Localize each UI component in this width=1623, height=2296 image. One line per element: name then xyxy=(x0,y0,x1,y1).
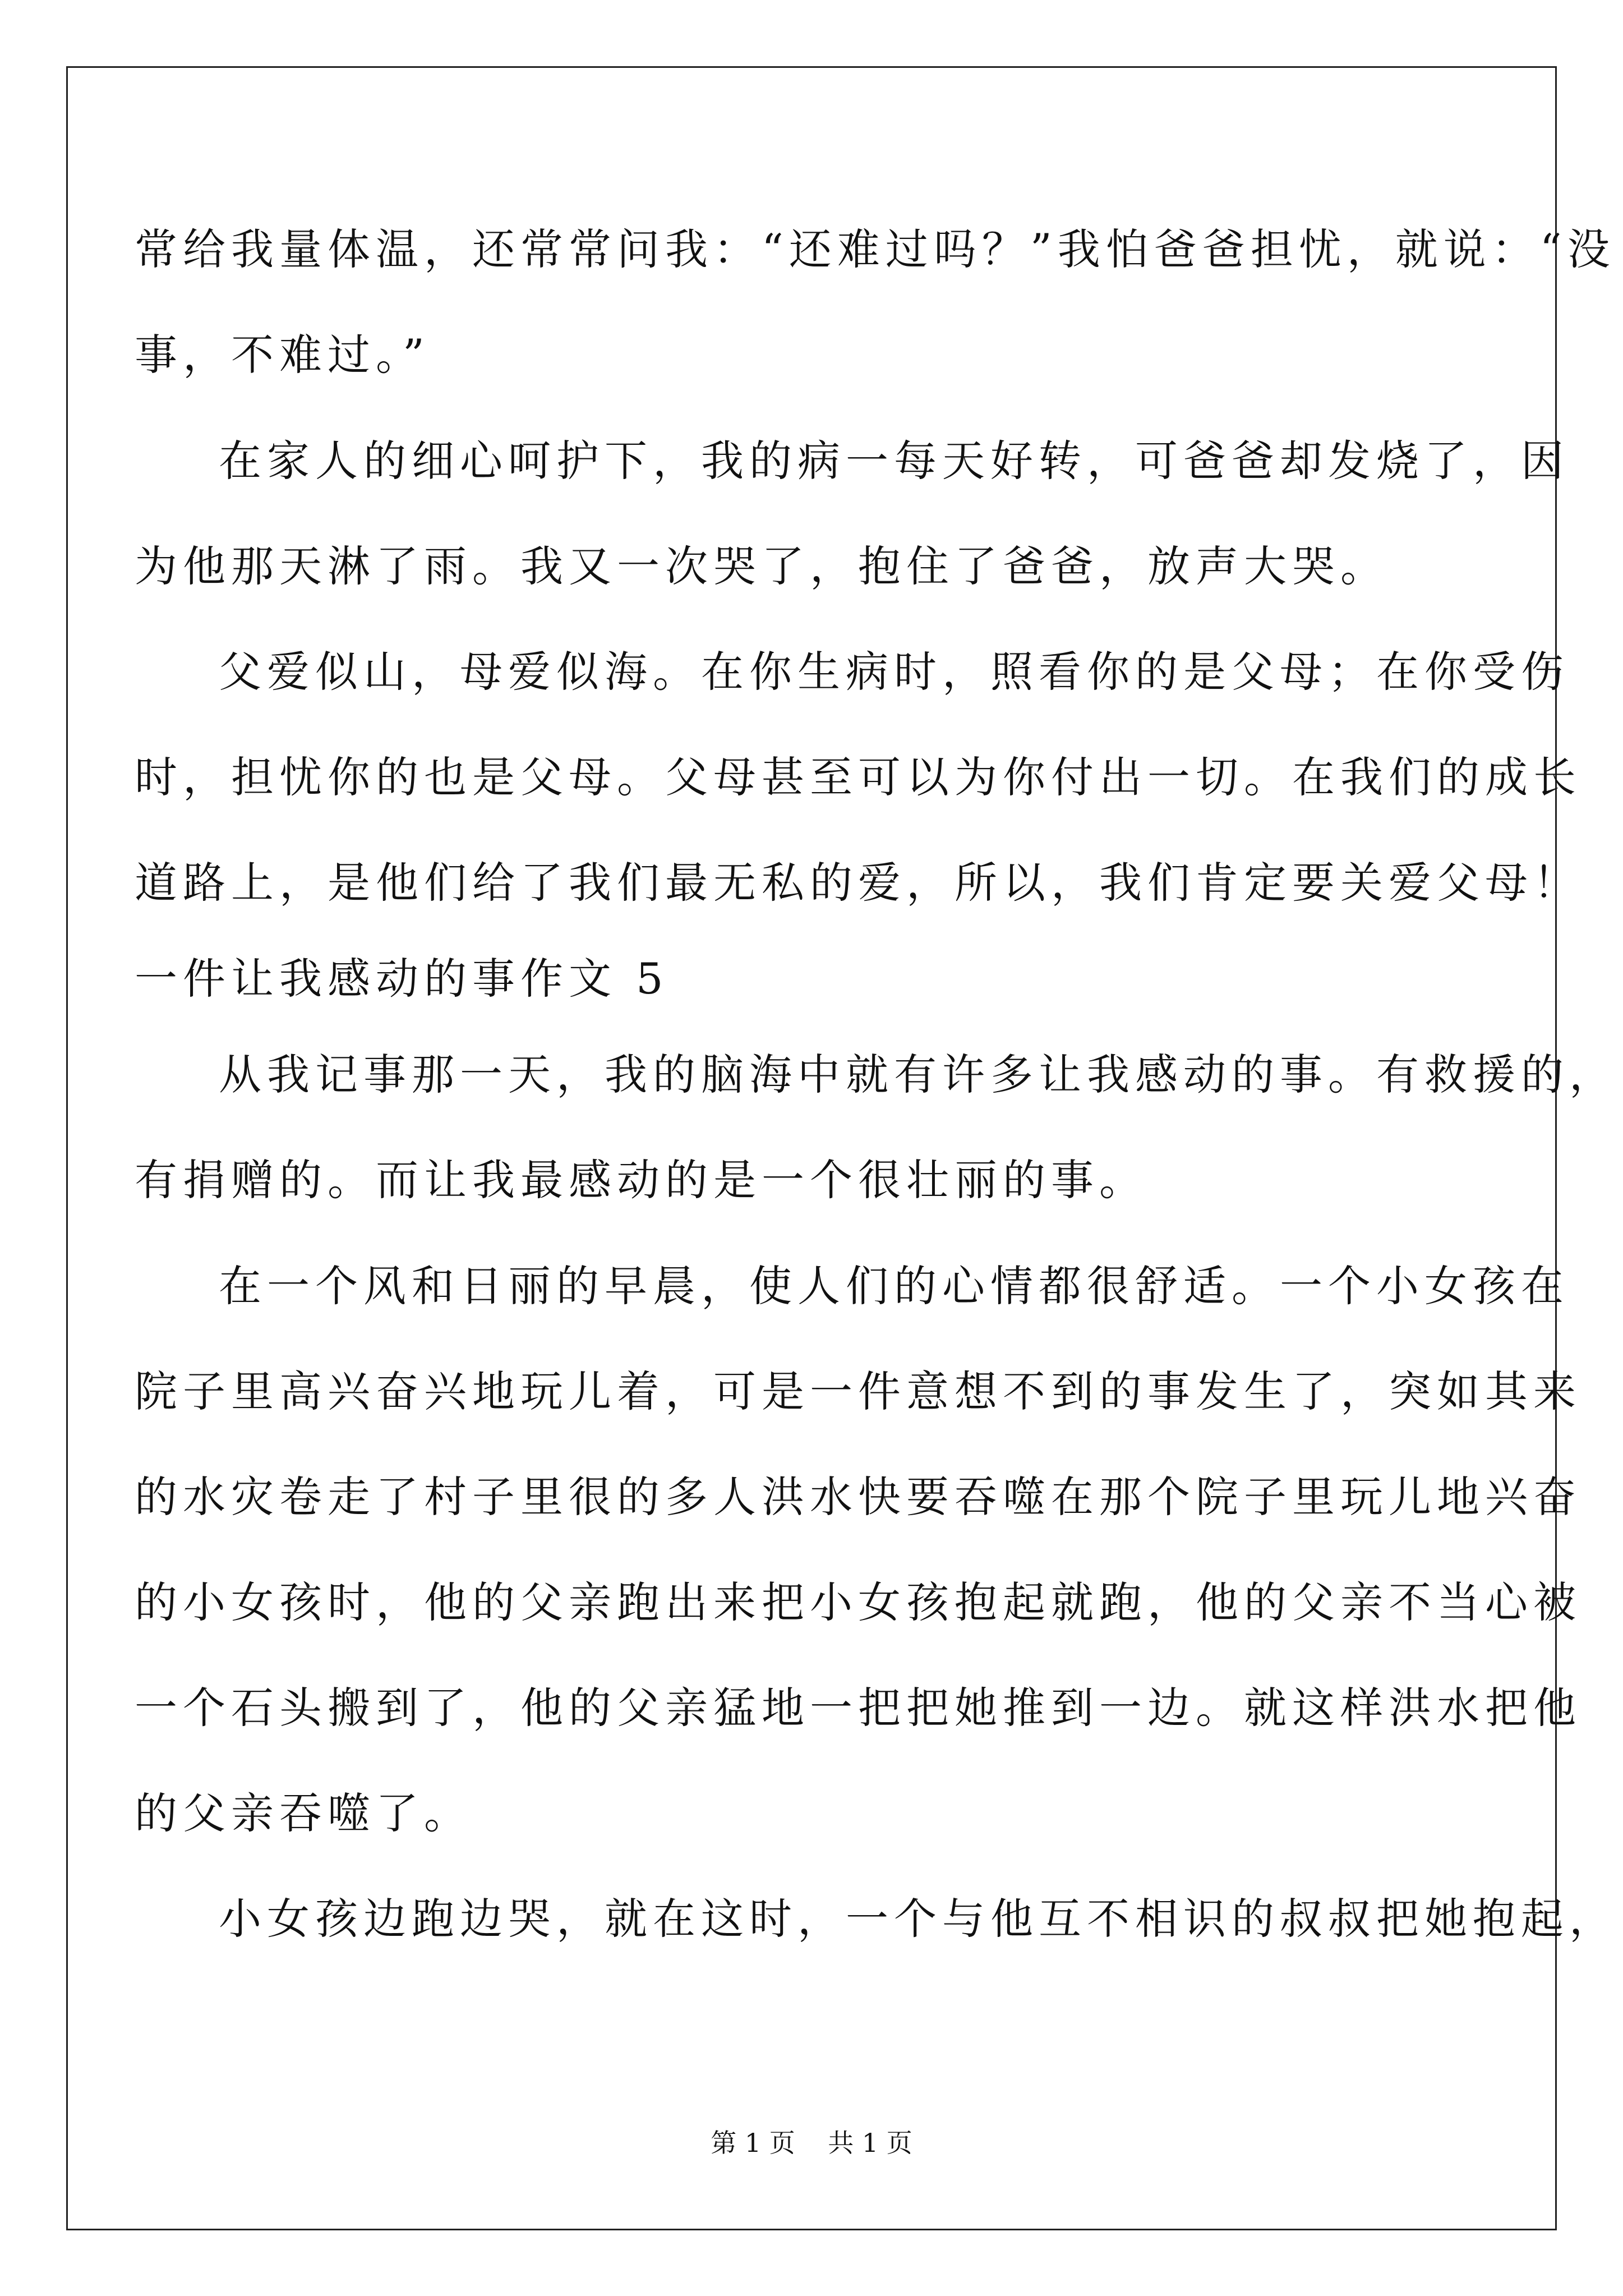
text-line: 在一个风和日丽的早晨，使人们的心情都很舒适。一个小女孩在 xyxy=(219,1261,1569,1311)
text-line: 常给我量体温，还常常问我：“还难过吗？”我怕爸爸担忧，就说：“没 xyxy=(135,224,1616,274)
text-line: 父爱似山，母爱似海。在你生病时，照看你的是父母；在你受伤 xyxy=(219,647,1569,697)
text-line: 为他那天淋了雨。我又一次哭了，抱住了爸爸，放声大哭。 xyxy=(135,541,1389,591)
text-line: 的父亲吞噬了。 xyxy=(135,1788,472,1838)
text-line: 道路上，是他们给了我们最无私的爱，所以，我们肯定要关爱父母！ xyxy=(135,858,1581,908)
text-line: 小女孩边跑边哭，就在这时，一个与他互不相识的叔叔把她抱起， xyxy=(219,1894,1617,1944)
text-line: 在家人的细心呵护下，我的病一每天好转，可爸爸却发烧了，因 xyxy=(219,436,1569,486)
text-line: 有捐赠的。而让我最感动的是一个很壮丽的事。 xyxy=(135,1155,1147,1205)
text-line: 院子里高兴奋兴地玩儿着，可是一件意想不到的事发生了，突如其来 xyxy=(135,1366,1581,1416)
section-heading: 一件让我感动的事作文 5 xyxy=(135,954,669,1004)
text-line: 时，担忧你的也是父母。父母甚至可以为你付出一切。在我们的成长 xyxy=(135,752,1581,802)
text-line: 一个石头搬到了，他的父亲猛地一把把她推到一边。就这样洪水把他 xyxy=(135,1683,1581,1733)
text-line: 事，不难过。” xyxy=(135,330,430,380)
text-line: 的小女孩时，他的父亲跑出来把小女孩抱起就跑，他的父亲不当心被 xyxy=(135,1577,1581,1627)
text-line: 的水灾卷走了村子里很的多人洪水快要吞噬在那个院子里玩儿地兴奋 xyxy=(135,1472,1581,1522)
text-line: 从我记事那一天，我的脑海中就有许多让我感动的事。有救援的， xyxy=(219,1050,1617,1099)
page-footer: 第 1 页 共 1 页 xyxy=(711,2128,912,2158)
